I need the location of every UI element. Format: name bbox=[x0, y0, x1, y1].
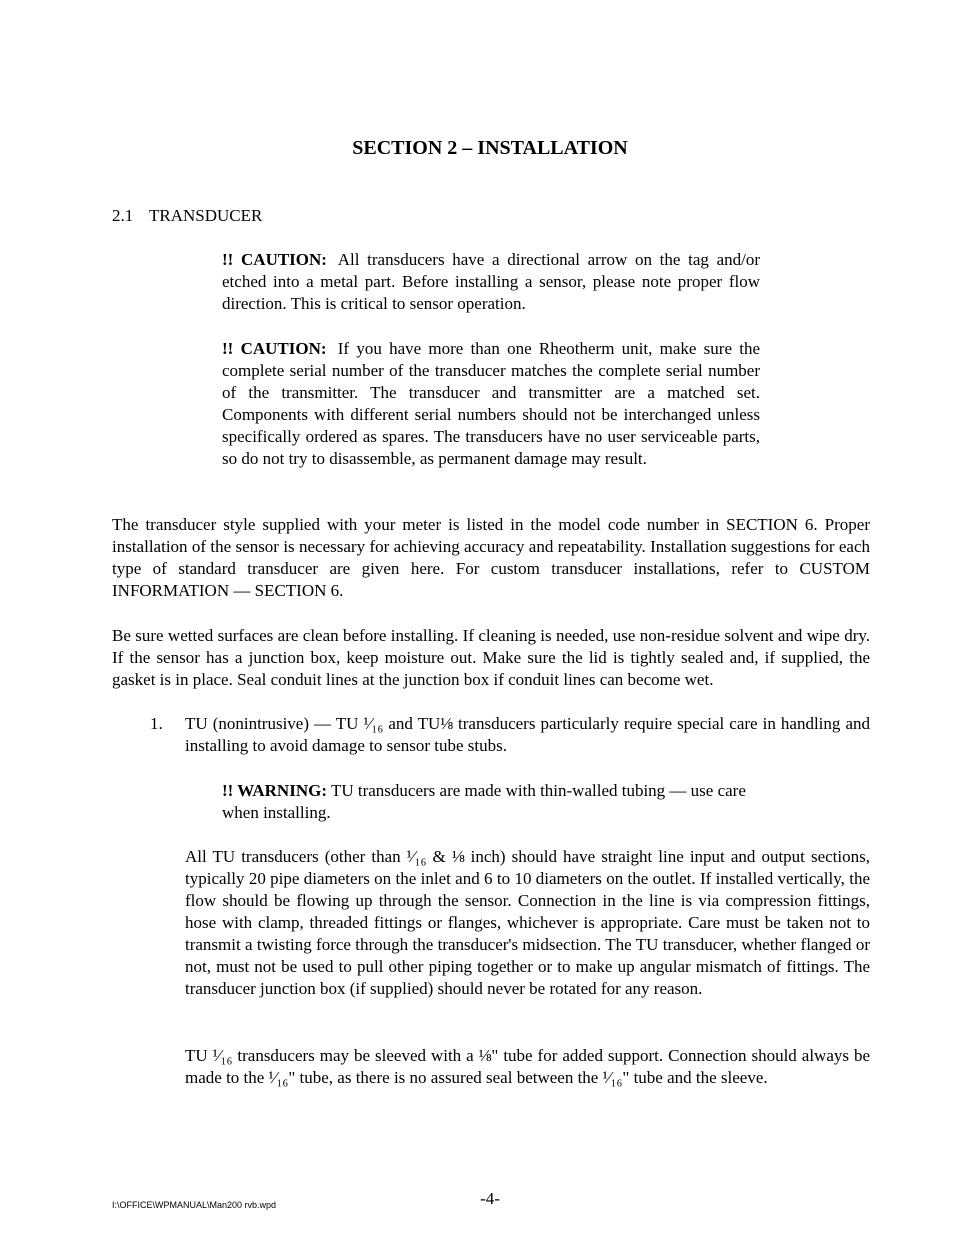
paragraph-wetted-surfaces: Be sure wetted surfaces are clean before installing. If cleaning is needed, use non-residue solvent and wipe dry. If the sensor has a junction box, keep moisture out. Make sure the lid is tightly sealed and, if supplied, the gasket is in place. Seal conduit lines at the junction box if conduit lines can become wet. bbox=[112, 626, 870, 689]
caution-text-2: If you have more than one Rheotherm unit, make sure the complete serial number of the transducer matches the complete serial number of the transmitter. The transducer and transmitter are a matched set. Components with different serial numbers should not be interchanged unless specifically ordered as spares. The transducers have no user serviceable parts, so do not try to disassemble, as permanent damage may result. bbox=[222, 339, 760, 468]
footer-file-path: I:\OFFICE\WPMANUAL\Man200 rvb.wpd bbox=[112, 1200, 277, 1210]
caution-block-2 bbox=[222, 338, 760, 470]
paragraph-tu-transducers: All TU transducers (other than ¹⁄₁₆ & ⅛ inch) should have straight line input and output sections, typically 20 pipe diameters on the inlet and 6 to 10 diameters on the outlet. If installed vertically, the flow should be flowing up through the sensor. Connection in the line is via compression fittings, hose with clamp, threaded fittings or flanges, whichever is appropriate. Care must be taken not to transmit a twisting force through the transducer's midsection. The TU transducer, whether flanged or not, must not be used to pull other piping together or to make up angular mismatch of fittings. The transducer junction box (if supplied) should never be rotated for any reason. bbox=[185, 847, 870, 998]
caution-block-1 bbox=[222, 249, 760, 315]
subsection-heading bbox=[112, 205, 262, 227]
page-number: -4- bbox=[480, 1189, 500, 1208]
warning-text: TU transducers are made with thin-walled tubing — use care when installing. bbox=[222, 781, 746, 822]
list-item-number: 1. bbox=[150, 714, 163, 733]
subsection-number: 2.1 bbox=[112, 206, 134, 225]
caution-label-1: !! CAUTION: bbox=[222, 250, 327, 269]
paragraph-sleeving: TU ¹⁄₁₆ transducers may be sleeved with a ⅛" tube for added support. Connection should always be made to the ¹⁄₁₆" tube, as there is no assured seal between the ¹⁄₁₆" tube and the sleeve. bbox=[185, 1046, 870, 1087]
caution-label-2: !! CAUTION: bbox=[222, 339, 327, 358]
warning-block bbox=[222, 780, 760, 824]
subsection-label: TRANSDUCER bbox=[149, 206, 263, 225]
list-item-text: TU (nonintrusive) — TU ¹⁄₁₆ and TU⅛ transducers particularly require special care in handling and installing to avoid damage to sensor tube stubs. bbox=[185, 714, 870, 755]
warning-label: !! WARNING: bbox=[222, 781, 327, 800]
paragraph-transducer-style: The transducer style supplied with your meter is listed in the model code number in SECTION 6. Proper installation of the sensor is necessary for achieving accuracy and repeatability. Installation suggestions for each type of standard transducer are given here. For custom transducer installations, refer to CUSTOM INFORMATION — SECTION 6. bbox=[112, 515, 870, 600]
caution-text-1: All transducers have a directional arrow on the tag and/or etched into a metal part. Before installing a sensor, please note proper flow direction. This is critical to sensor operation. bbox=[222, 250, 761, 313]
section-title: SECTION 2 – INSTALLATION bbox=[352, 137, 628, 159]
